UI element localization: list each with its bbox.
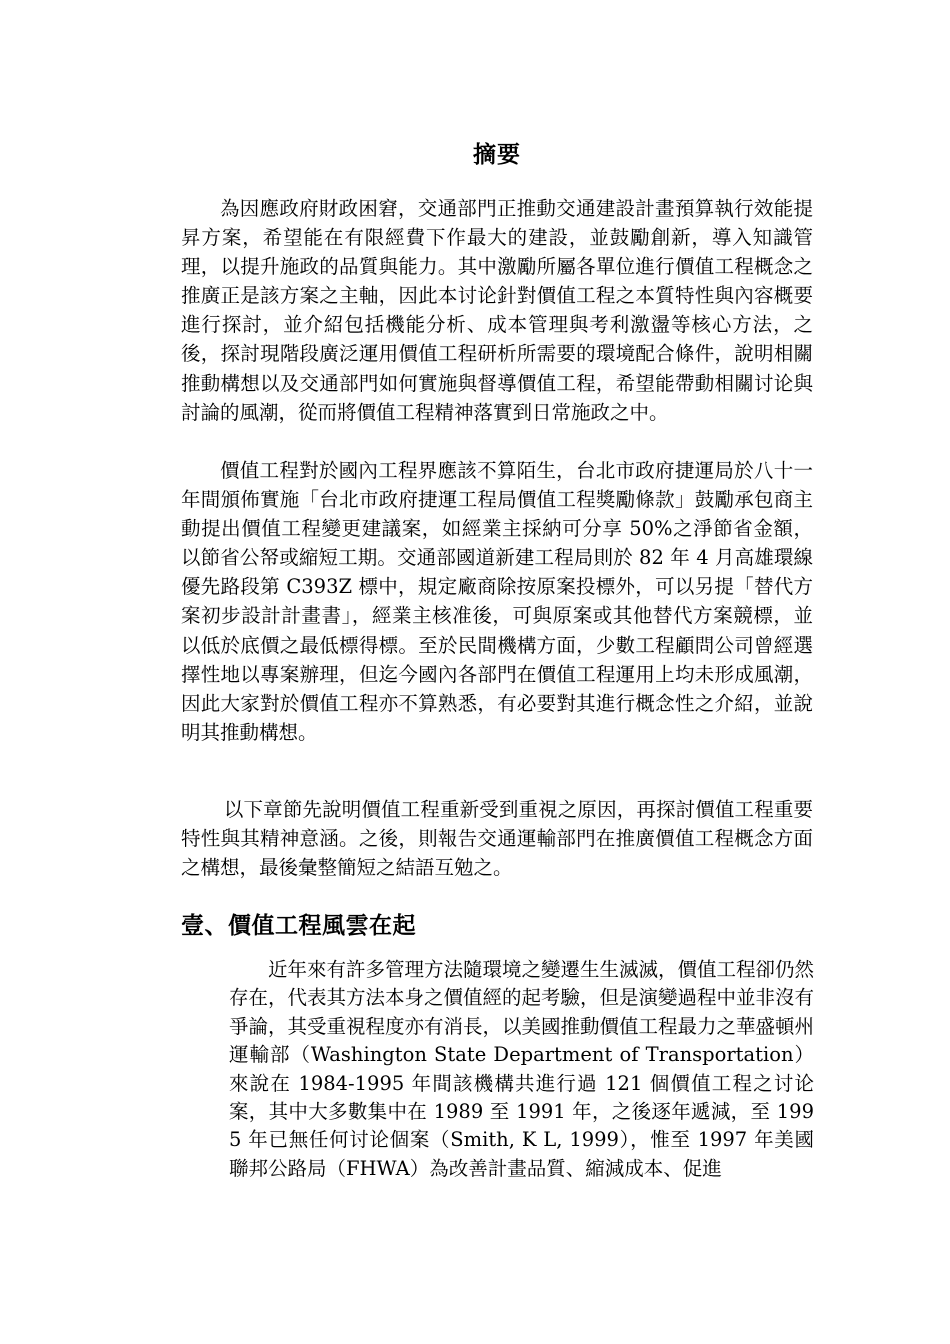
abstract-paragraph-3: 以下章節先說明價值工程重新受到重視之原因，再探討價值工程重要特性與其精神意涵。之後，則報告交通運輸部門在推廣價值工程概念方面之構想，最後彙整簡短之結語互勉之。 [181,798,813,880]
section-paragraph: 近年來有許多管理方法隨環境之變遷生生滅滅，價值工程卻仍然存在，代表其方法本身之價值經的起考驗，但是演變過程中並非沒有爭論，其受重視程度亦有消長，以美國推動價值工程最力之華盛頓州運輸部（Washington State Department of Transportation）來說在 1984-1995 年間該機構共進行過 121 個價值工程之讨论案，其中大多數集中在 1989 至 1991 年，之後逐年遞減，至 1995 年已無任何讨论個案（Smith, K L, 1999），惟至 1997 年美國聯邦公路局（FHWA）為改善計畫品質、縮減成本、促進 [229,958,815,1180]
abstract-paragraph-1: 為因應政府財政困窘，交通部門正推動交通建設計畫預算執行效能提昇方案，希望能在有限經費下作最大的建設，並鼓勵創新，導入知識管理，以提升施政的品質與能力。其中激勵所屬各單位進行價值工程概念之推廣正是該方案之主軸，因此本讨论針對價值工程之本質特性與內容概要進行探討，並介紹包括機能分析、成本管理與考利激盪等核心方法，之後，探討現階段廣泛運用價值工程研析所需要的環境配合條件，說明相關推動構想以及交通部門如何實施與督導價值工程，希望能帶動相關讨论與討論的風潮，從而將價值工程精神落實到日常施政之中。 [181,197,813,424]
abstract-title: 摘要 [473,141,521,168]
abstract-paragraph-2: 價值工程對於國內工程界應該不算陌生，台北市政府捷運局於八十一年間頒佈實施「台北市政府捷運工程局價值工程獎勵條款」鼓勵承包商主動提出價值工程變更建議案，如經業主採納可分享 50%之淨節省金額，以節省公帑或縮短工期。交通部國道新建工程局則於 82 年 4 月高雄環線優先路段第 C393Z 標中，規定廠商除按原案投標外，可以另提「替代方案初步設計計畫書」，經業主核准後，可與原案或其他替代方案競標，並以低於底價之最低標得標。至於民間機構方面，少數工程顧問公司曾經選擇性地以專案辦理，但迄今國內各部門在價值工程運用上均未形成風潮，因此大家對於價值工程亦不算熟悉，有必要對其進行概念性之介紹，並說明其推動構想。 [181,459,813,744]
section-heading: 壹、價值工程風雲在起 [181,912,416,939]
